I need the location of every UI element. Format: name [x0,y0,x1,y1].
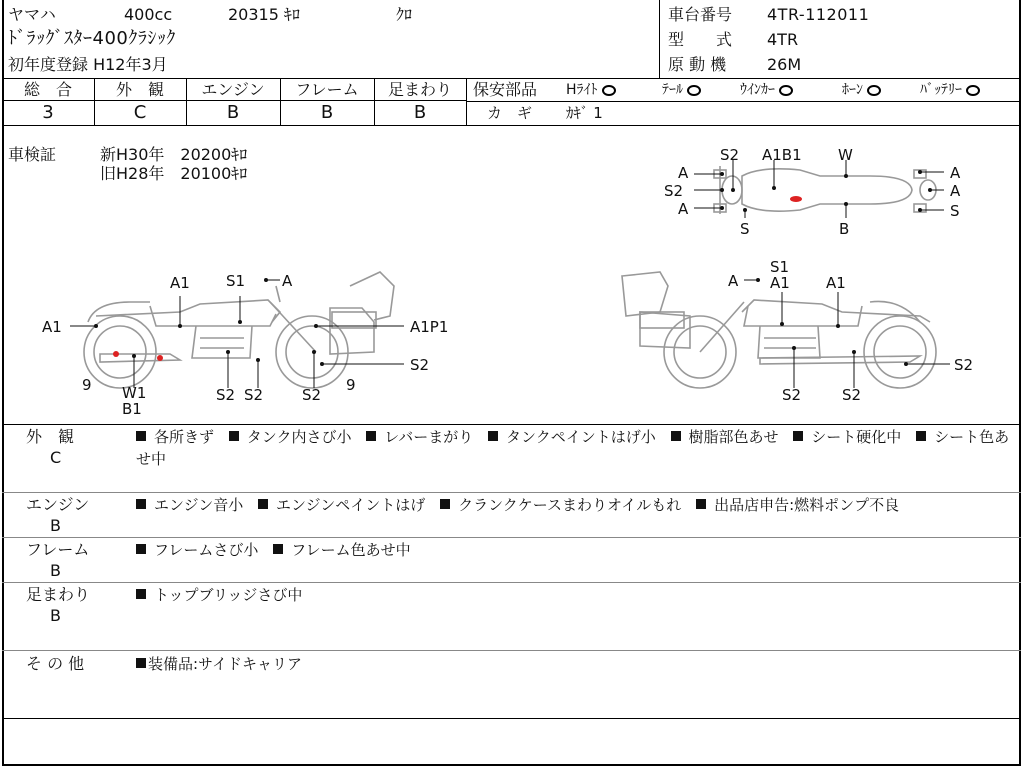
type-label: 型 式 [668,30,733,49]
top-view-leaders [694,160,944,218]
right-view-leaders [744,278,950,388]
diagram-label: S2 [664,182,684,200]
remark-grade-frame: B [50,561,61,580]
remark-grade-exterior: C [50,448,62,467]
bullet-square-icon [136,499,146,509]
key-count: ｶｷﾞ 1 [566,104,603,122]
bullet-square-icon [696,499,706,509]
maker: ヤマハ [8,5,56,24]
mileage: 20315 ｷﾛ [228,5,300,24]
diagram-label: A [282,272,293,290]
diagram-label: A [950,164,961,182]
displacement: 400cc [124,5,173,24]
diagram-label: W1 [122,384,147,402]
diagram-label: S1 [770,258,790,276]
ok-circle-icon [779,85,793,96]
remark-label-suspension: 足まわり [26,585,91,604]
bullet-square-icon [258,499,268,509]
diagram-label: S2 [216,386,236,404]
diagram-label: A1 [170,274,190,292]
diagram-label: A1 [770,274,790,292]
bullet-square-icon [671,431,681,441]
bullet-square-icon [136,544,146,554]
type-value: 4TR [767,30,799,49]
diagram-label: S2 [954,356,974,374]
diagram-label: S2 [244,386,264,404]
divider [2,424,1021,425]
ok-circle-icon [867,85,881,96]
divider [2,582,1021,583]
engine-model: 26M [767,55,802,74]
diagram-label: S2 [782,386,802,404]
diagram-label: A [728,272,739,290]
remark-items-suspension: トップブリッジさび中 [136,584,1016,606]
diagram-label: S2 [410,356,430,374]
inspection-new: 新H30年 20200ｷﾛ [100,145,248,164]
divider [2,100,467,101]
ok-circle-icon [687,85,701,96]
first-registration: 初年度登録 H12年3月 [8,55,168,74]
diagram-label: S1 [226,272,246,290]
header-divider [659,0,660,78]
remark-label-frame: フレーム [26,540,90,559]
headlight-status: Hﾗｲﾄ [566,83,616,97]
diagram-label: S2 [842,386,862,404]
engine-model-label: 原 動 機 [668,55,727,74]
bullet-square-icon [488,431,498,441]
remark-items-engine: エンジン音小 エンジンペイントはげ クランクケースまわりオイルもれ 出品店申告:燃料ポンプ不良 [136,494,1016,516]
diagram-label: 9 [346,376,356,394]
bullet-square-icon [366,431,376,441]
divider [2,492,1021,493]
diagram-label: S2 [720,146,740,164]
horn-status: ﾎｰﾝ [842,83,881,97]
left-view-leaders [70,278,404,388]
divider [467,101,1021,102]
inspection-old: 旧H28年 20100ｷﾛ [100,164,248,183]
frame-no-label: 車台番号 [668,5,733,24]
diagram-label: A [950,182,961,200]
ok-circle-icon [966,85,980,96]
divider [2,537,1021,538]
diagram-label: A1P1 [410,318,449,336]
remark-items-other: 装備品:サイドキャリア [136,653,1016,675]
divider [2,718,1021,719]
frame-grade: B [320,102,334,123]
model-name: ﾄﾞﾗｯｸﾞｽﾀｰ400ｸﾗｼｯｸ [8,28,176,49]
battery-status: ﾊﾞｯﾃﾘｰ [920,83,980,97]
frame-label: フレーム [295,80,359,99]
bullet-square-icon [136,589,146,599]
suspension-grade: B [413,102,427,123]
bullet-square-icon [136,658,146,668]
winker-status: ｳｲﾝｶｰ [740,83,793,97]
bullet-square-icon [136,431,146,441]
remark-grade-engine: B [50,516,61,535]
diagram-label: A [678,200,689,218]
suspension-label: 足まわり [387,80,452,99]
overall-label: 総 合 [23,80,72,99]
diagram-label: W [838,146,853,164]
remark-items-frame: フレームさび小 フレーム色あせ中 [136,539,1016,561]
diagram-label: B1 [122,400,142,418]
color: ｸﾛ [396,5,413,24]
engine-label: エンジン [201,80,265,99]
diagram-label: A1B1 [762,146,802,164]
frame-no: 4TR-112011 [767,5,870,24]
bullet-square-icon [916,431,926,441]
safety-label: 保安部品 [473,80,538,99]
bullet-square-icon [793,431,803,441]
diagram-label: S [740,220,750,238]
remark-label-engine: エンジン [26,495,90,514]
bullet-square-icon [440,499,450,509]
diagram-label: 9 [82,376,92,394]
remark-label-other: そ の 他 [26,654,85,673]
diagram-label: A1 [42,318,62,336]
diagram-label: A1 [826,274,846,292]
bullet-square-icon [229,431,239,441]
diagram-label: S [950,202,960,220]
remark-label-exterior: 外 観 [26,427,75,446]
bike-top-view [714,166,936,214]
divider [2,78,1021,79]
divider [466,78,467,125]
exterior-grade: C [133,102,147,123]
key-label: カ ギ [487,104,533,122]
engine-grade: B [226,102,240,123]
ok-circle-icon [602,85,616,96]
divider [2,650,1021,651]
remark-items-exterior: 各所きず タンク内さび小 レバーまがり タンクペイントはげ小 樹脂部色あせ シート硬化中 シート色あせ中 [136,428,1010,468]
diagram-label: B [839,220,850,238]
diagram-label: A [678,164,689,182]
tail-status: ﾃｰﾙ [662,83,701,97]
damage-diagram [0,126,1024,426]
bullet-square-icon [273,544,283,554]
remark-grade-suspension: B [50,606,61,625]
diagram-label: S2 [302,386,322,404]
exterior-label: 外 観 [115,80,164,99]
inspection-label: 車検証 [8,145,57,164]
overall-grade: 3 [42,102,54,123]
